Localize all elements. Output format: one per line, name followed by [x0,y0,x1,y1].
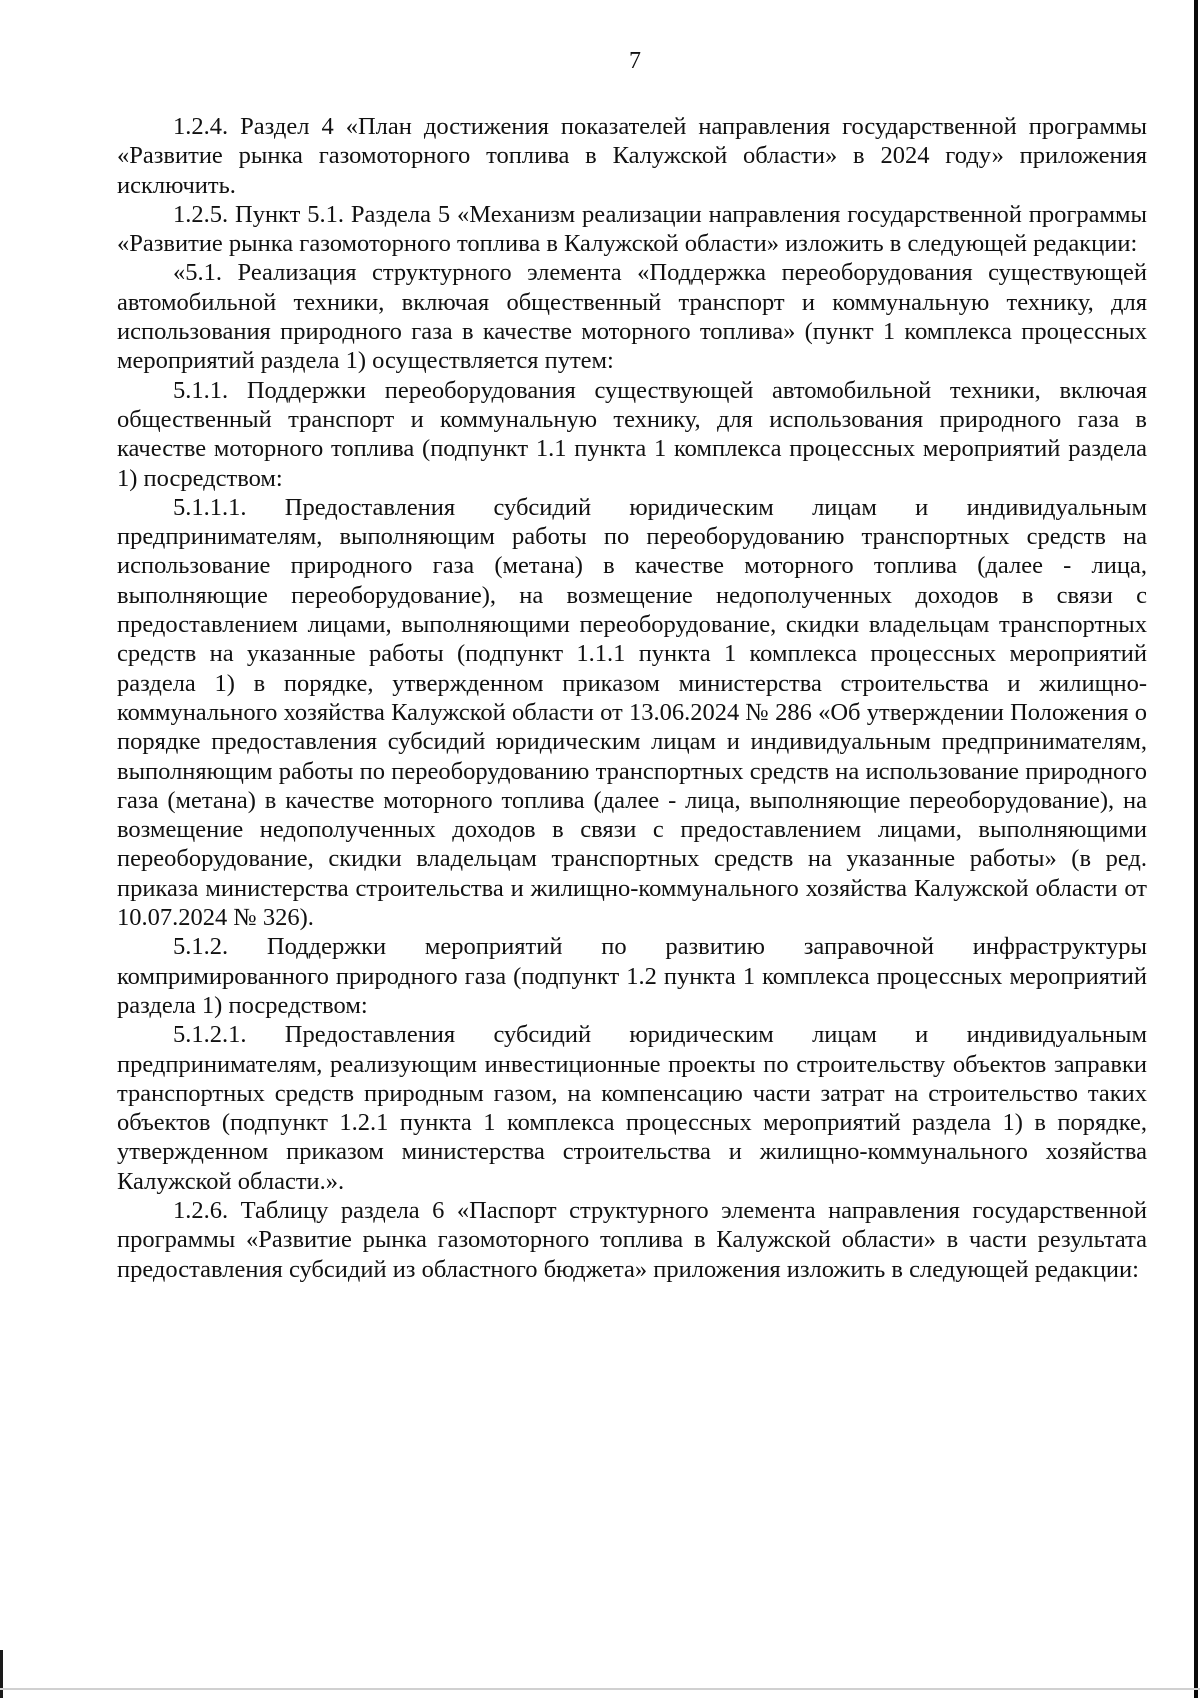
paragraph-5-1: «5.1. Реализация структурного элемента «Поддержка переоборудования существующей автомобильной техники, включая общественный транспорт и коммунальную технику, для использования природного газа в качестве моторного топлива» (пункт 1 комплекса процессных мероприятий раздела 1) осуществляется путем: [117,259,1147,375]
paragraph-5-1-2: 5.1.2. Поддержки мероприятий по развитию заправочной инфраструктуры компримированного природного газа (подпункт 1.2 пункта 1 комплекса процессных мероприятий раздела 1) посредством: [117,933,1147,1019]
paragraph-1-2-5: 1.2.5. Пункт 5.1. Раздела 5 «Механизм реализации направления государственной программы «Развитие рынка газомоторного топлива в Калужской области» изложить в следующей редакции: [117,200,1147,258]
paragraph-5-1-1-1: 5.1.1.1. Предоставления субсидий юридическим лицам и индивидуальным предпринимателям, выполняющим работы по переоборудованию транспортных средств на использование природного газа (метана) в качестве моторного топлива (далее - лица, выполняющие переоборудование), на возмещение недополученных доходов в связи с предоставлением лицами, выполняющими переоборудование, скидки владельцам транспортных средств на указанные работы (подпункт 1.1.1 пункта 1 комплекса процессных мероприятий раздела 1) в порядке, утвержденном приказом министерства строительства и жилищно-коммунального хозяйства Калужской области от 13.06.2024 № 286 «Об утверждении Положения о порядке предоставления субсидий юридическим лицам и индивидуальным предпринимателям, выполняющим работы по переоборудованию транспортных средств на использование природного газа (метана) в качестве моторного топлива (далее - лица, выполняющие переоборудование), на возмещение недополученных доходов в связи с предоставлением лицами, выполняющими переоборудование, скидки владельцам транспортных средств на указанные работы» (в ред. приказа министерства строительства и жилищно-коммунального хозяйства Калужской области от 10.07.2024 № 326). [117,493,1147,932]
paragraph-5-1-2-1: 5.1.2.1. Предоставления субсидий юридическим лицам и индивидуальным предпринимателям, реализующим инвестиционные проекты по строительству объектов заправки транспортных средств природным газом, на компенсацию части затрат на строительство таких объектов (подпункт 1.2.1 пункта 1 комплекса процессных мероприятий раздела 1) в порядке, утвержденном приказом министерства строительства и жилищно-коммунального хозяйства Калужской области.». [117,1021,1147,1195]
scan-border-bottom [0,1688,1200,1690]
paragraph-1-2-4: 1.2.4. Раздел 4 «План достижения показателей направления государственной программы «Развитие рынка газомоторного топлива в Калужской области» в 2024 году» приложения исключить. [117,113,1147,199]
paragraph-5-1-1: 5.1.1. Поддержки переоборудования существующей автомобильной техники, включая общественный транспорт и коммунальную технику, для использования природного газа в качестве моторного топлива (подпункт 1.1 пункта 1 комплекса процессных мероприятий раздела 1) посредством: [117,376,1147,492]
paragraph-1-2-6: 1.2.6. Таблицу раздела 6 «Паспорт структурного элемента направления государственной программы «Развитие рынка газомоторного топлива в Калужской области» в части результата предоставления субсидий из областного бюджета» приложения изложить в следующей редакции: [117,1196,1147,1283]
scan-border-right [1194,0,1198,1698]
scan-border-left [0,1650,3,1698]
document-body [117,112,1147,1284]
page-number: 7 [629,48,641,74]
